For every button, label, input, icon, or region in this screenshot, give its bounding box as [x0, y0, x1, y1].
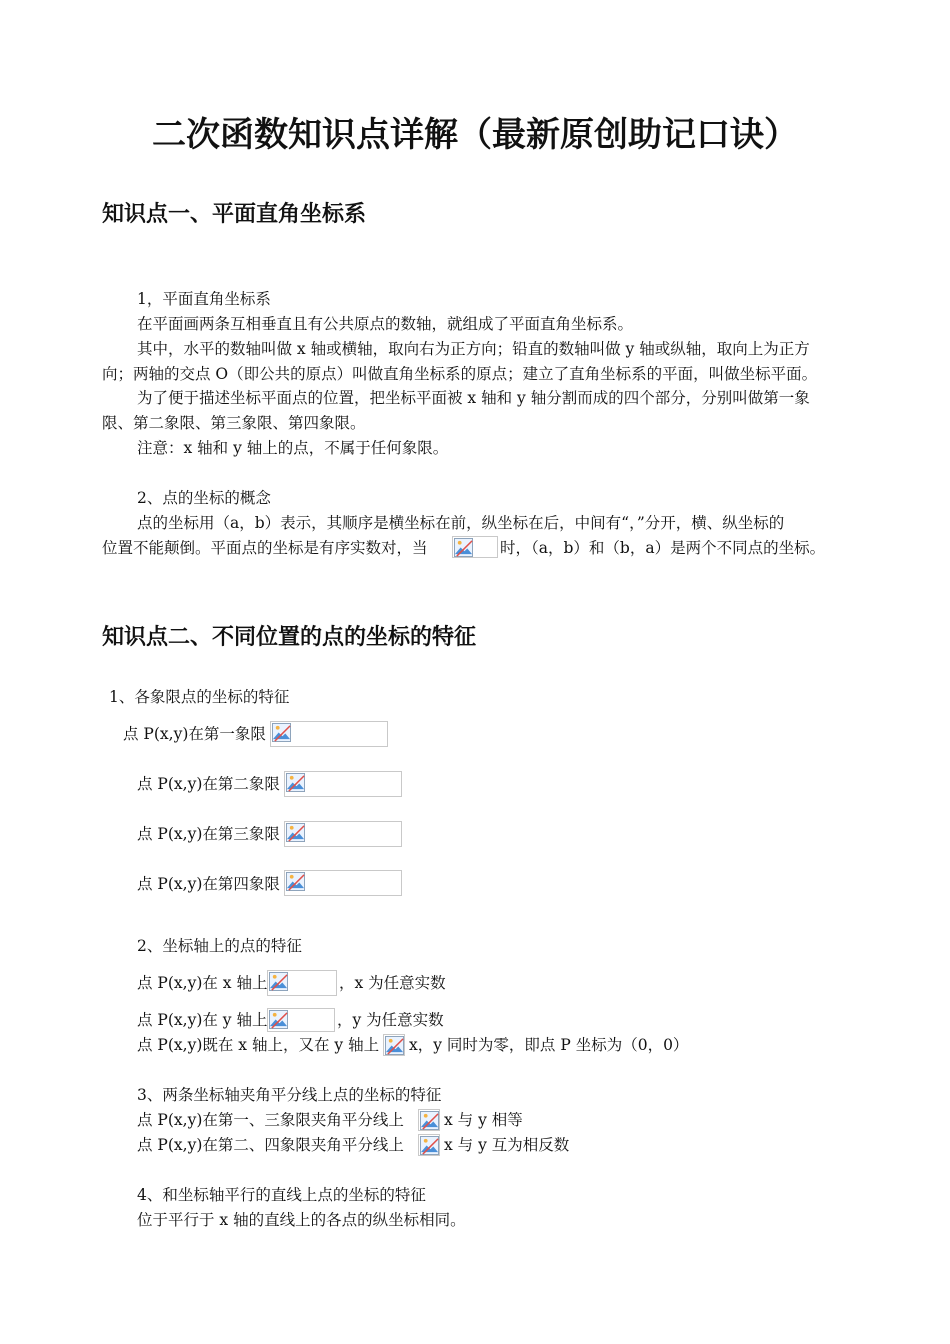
y-axis-text: 点 P(x,y)在 y 轴上 [137, 1011, 268, 1029]
broken-image-placeholder [267, 970, 337, 996]
y-axis-condition: ，y 为任意实数 [337, 1011, 444, 1029]
broken-image-placeholder [383, 1034, 405, 1056]
origin-condition: x，y 同时为零，即点 P 坐标为（0，0） [409, 1036, 689, 1054]
broken-image-icon [269, 972, 288, 991]
section-2-heading: 知识点二、不同位置的点的坐标的特征 [102, 624, 477, 650]
broken-image-icon [286, 872, 305, 891]
broken-image-placeholder [284, 870, 402, 896]
quadrant-3-text: 点 P(x,y)在第三象限 [137, 825, 280, 843]
broken-image-icon [420, 1111, 439, 1130]
paragraph: 时，（a，b）和（b，a）是两个不同点的坐标。 [500, 539, 826, 557]
broken-image-icon [286, 773, 305, 792]
paragraph: 在平面画两条互相垂直且有公共原点的数轴，就组成了平面直角坐标系。 [137, 315, 634, 333]
bisector-1-text: 点 P(x,y)在第一、三象限夹角平分线上 [137, 1111, 404, 1129]
broken-image-icon [272, 723, 291, 742]
page-title: 二次函数知识点详解（最新原创助记口诀） [152, 115, 798, 155]
subheading-axis-points: 2、坐标轴上的点的特征 [137, 937, 302, 955]
paragraph: 点的坐标用（a，b）表示，其顺序是横坐标在前，纵坐标在后，中间有“，”分开，横、纵坐标的 [137, 514, 785, 532]
paragraph: 位置不能颠倒。平面点的坐标是有序实数对，当 [102, 539, 428, 557]
x-axis-text: 点 P(x,y)在 x 轴上 [137, 974, 268, 992]
subheading-coordinate-system: 1，平面直角坐标系 [137, 290, 271, 308]
broken-image-icon [269, 1010, 288, 1029]
broken-image-placeholder [284, 821, 402, 847]
x-axis-condition: ，x 为任意实数 [339, 974, 446, 992]
quadrant-4-text: 点 P(x,y)在第四象限 [137, 875, 280, 893]
paragraph: 其中，水平的数轴叫做 x 轴或横轴，取向右为正方向；铅直的数轴叫做 y 轴或纵轴，取向上为正方 [137, 340, 810, 358]
subheading-parallel-lines: 4、和坐标轴平行的直线上点的坐标的特征 [137, 1186, 426, 1204]
broken-image-icon [420, 1136, 439, 1155]
broken-image-placeholder [452, 536, 498, 558]
note: 注意：x 轴和 y 轴上的点，不属于任何象限。 [137, 439, 449, 457]
broken-image-icon [385, 1036, 404, 1055]
section-1-heading: 知识点一、平面直角坐标系 [102, 201, 367, 227]
broken-image-placeholder [418, 1109, 440, 1131]
broken-image-placeholder [270, 721, 388, 747]
paragraph: 向；两轴的交点 O（即公共的原点）叫做直角坐标系的原点；建立了直角坐标系的平面，叫做坐标平面。 [102, 365, 818, 383]
bisector-1-condition: x 与 y 相等 [444, 1111, 523, 1129]
paragraph: 位于平行于 x 轴的直线上的各点的纵坐标相同。 [137, 1211, 466, 1229]
origin-text: 点 P(x,y)既在 x 轴上，又在 y 轴上 [137, 1036, 380, 1054]
broken-image-icon [454, 538, 473, 557]
subheading-bisectors: 3、两条坐标轴夹角平分线上点的坐标的特征 [137, 1086, 442, 1104]
quadrant-1-text: 点 P(x,y)在第一象限 [123, 725, 266, 743]
quadrant-2-text: 点 P(x,y)在第二象限 [137, 775, 280, 793]
bisector-2-condition: x 与 y 互为相反数 [444, 1136, 570, 1154]
bisector-2-text: 点 P(x,y)在第二、四象限夹角平分线上 [137, 1136, 404, 1154]
broken-image-icon [286, 823, 305, 842]
broken-image-placeholder [418, 1134, 440, 1156]
paragraph: 限、第二象限、第三象限、第四象限。 [102, 414, 366, 432]
subheading-quadrants: 1、各象限点的坐标的特征 [109, 688, 290, 706]
broken-image-placeholder [284, 771, 402, 797]
paragraph: 为了便于描述坐标平面点的位置，把坐标平面被 x 轴和 y 轴分割而成的四个部分，分别叫做第一象 [137, 389, 810, 407]
subheading-point-coordinates: 2、点的坐标的概念 [137, 489, 271, 507]
broken-image-placeholder [267, 1008, 335, 1032]
